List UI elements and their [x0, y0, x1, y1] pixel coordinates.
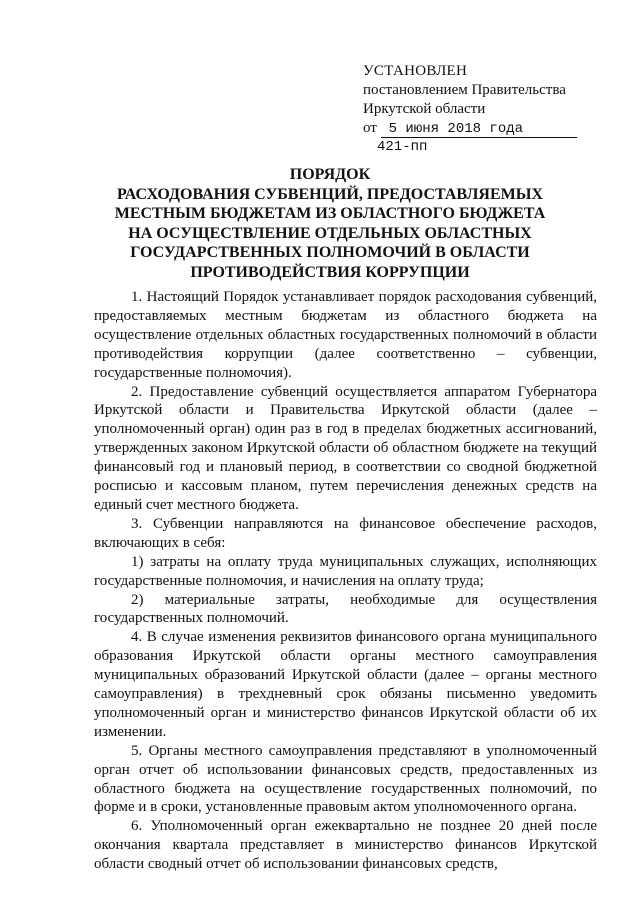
title-line-2: РАСХОДОВАНИЯ СУБВЕНЦИЙ, ПРЕДОСТАВЛЯЕМЫХ	[116, 185, 544, 203]
approval-date: 5 июня 2018 года	[381, 122, 577, 138]
paragraph-3-item-1: 1) затраты на оплату труда муниципальных служащих, исполняющих государственные полномочия, и начисления на оплату труда;	[94, 553, 597, 589]
approval-number: 421-пп	[377, 139, 428, 155]
paragraph-2: 2. Предоставление субвенций осуществляется аппаратом Губернатора Иркутской области и Правительства Иркутской области (далее – уполномоченный орган) один раз в год в пределах бюджетных ассигнований, утвержденных законом Иркутской области об областном бюджете на текущий финансовый год и плановый период, в соответствии со сводной бюджетной росписью и кассовым планом, путем перечисления денежных средств на единый счет местного бюджета.	[94, 383, 597, 513]
paragraph-6: 6. Уполномоченный орган ежеквартально не позднее 20 дней после окончания квартала представляет в министерство финансов Иркутской области сводный отчет об использовании финансовых средств,	[94, 818, 597, 873]
title-line-5: ГОСУДАРСТВЕННЫХ ПОЛНОМОЧИЙ В ОБЛАСТИ	[130, 244, 530, 261]
title-line-3: МЕСТНЫМ БЮДЖЕТАМ ИЗ ОБЛАСТНОГО БЮДЖЕТА	[114, 205, 546, 222]
approval-line-1: постановлением Правительства	[363, 82, 566, 98]
approval-stamp	[363, 62, 613, 157]
paragraph-5: 5. Органы местного самоуправления представляют в уполномоченный орган отчет об использовании финансовых средств, предоставленных из областного бюджета на осуществление государственных полномочий, по форме и в сроки, установленные правовым актом уполномоченного органа.	[94, 742, 597, 816]
paragraph-4: 4. В случае изменения реквизитов финансового органа муниципального образования Иркутской области органы местного самоуправления муниципальных образований Иркутской области (далее – органы местного самоуправления) в трехдневный срок обязаны письменно уведомить уполномоченный орган и министерство финансов Иркутской области об их изменении.	[94, 629, 597, 740]
paragraph-1: 1. Настоящий Порядок устанавливает порядок расходования субвенций, предоставляемых местным бюджетам из областного бюджета на осуществление отдельных областных государственных полномочий в области противодействия коррупции (далее соответственно – субвенции, государственные полномочия).	[94, 289, 597, 381]
approval-date-prefix: от	[363, 120, 377, 136]
document-body	[94, 288, 597, 874]
title-line-6: ПРОТИВОДЕЙСТВИЯ КОРРУПЦИИ	[190, 263, 470, 281]
approval-line-2: Иркутской области	[363, 101, 486, 117]
title-line-1: ПОРЯДОК	[289, 166, 371, 183]
title-line-4: НА ОСУЩЕСТВЛЕНИЕ ОТДЕЛЬНЫХ ОБЛАСТНЫХ	[128, 224, 532, 242]
paragraph-3-item-2: 2) материальные затраты, необходимые для осуществления государственных полномочий.	[94, 591, 597, 627]
approval-date-line	[363, 119, 613, 138]
approval-title: УСТАНОВЛЕН	[363, 63, 468, 79]
paragraph-3: 3. Субвенции направляются на финансовое обеспечение расходов, включающих в себя:	[94, 515, 597, 551]
document-title	[60, 165, 600, 282]
